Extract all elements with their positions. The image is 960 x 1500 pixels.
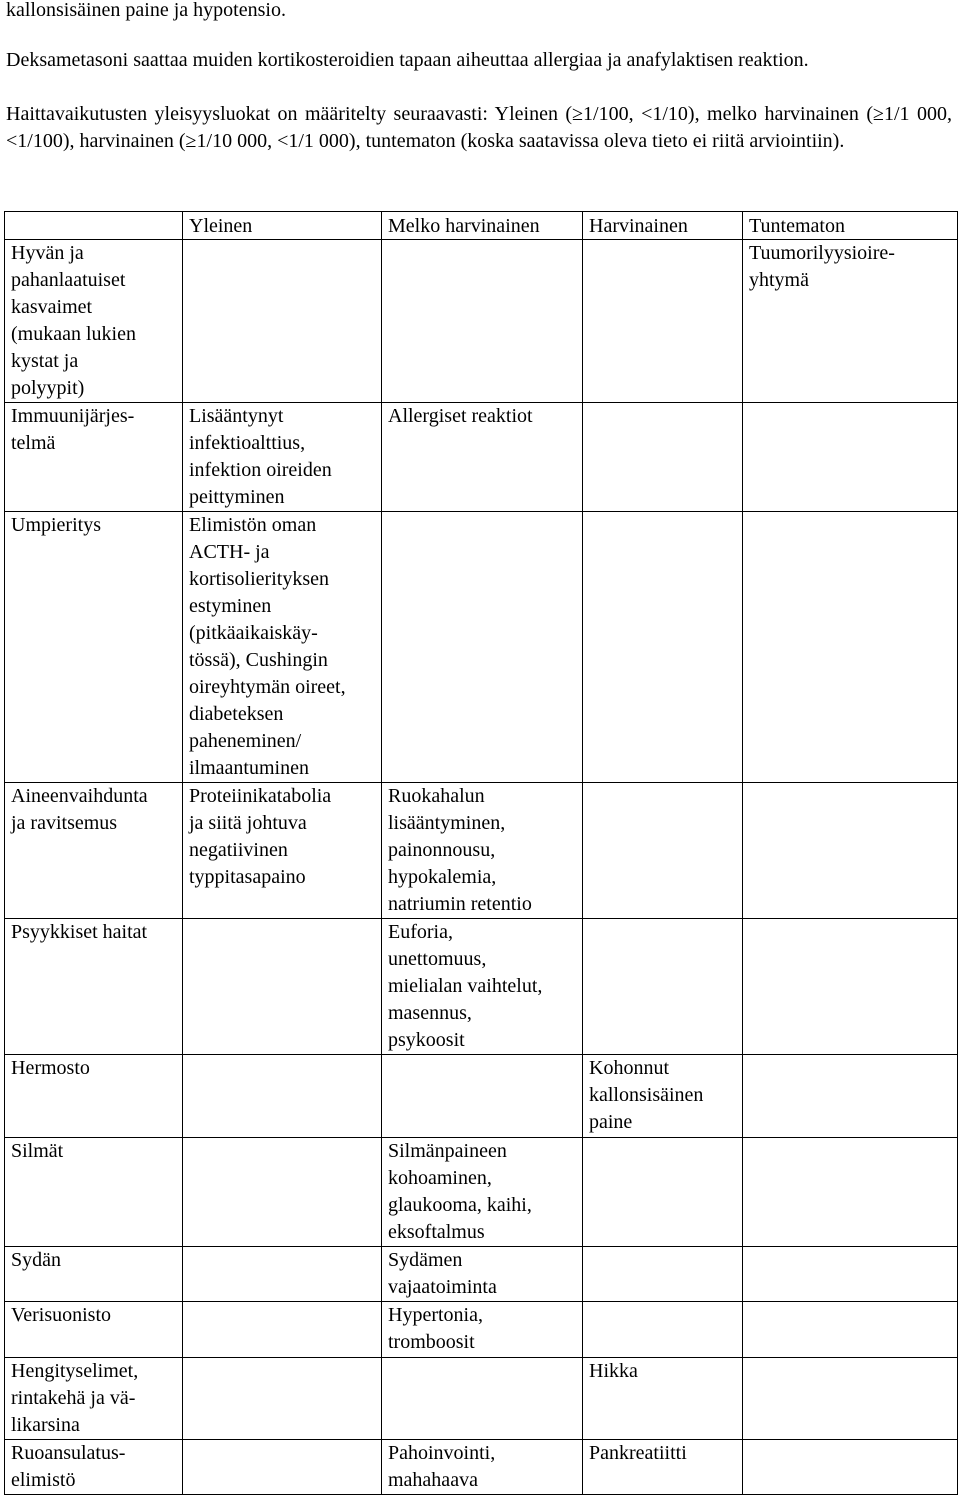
unknown-cell [743, 783, 958, 919]
table-row [5, 1302, 958, 1358]
intro-paragraph: kallonsisäinen paine ja hypotensio. [6, 0, 286, 21]
rare-cell [583, 919, 743, 1055]
unknown-cell [743, 1138, 958, 1247]
frequency-definition-paragraph: Haittavaikutusten yleisyysluokat on määritelty seuraavasti: Yleinen (≥1/100, <1/10), melko harvinainen (≥1/1 000, <1/100), harvinainen (≥1/10 000, <1/1 000), tuntematon (koska saatavissa oleva tieto ei riitä arviointiin). [6, 103, 952, 152]
header-rare: Harvinainen [583, 212, 743, 240]
allergy-paragraph: Deksametasoni saattaa muiden kortikosteroidien tapaan aiheuttaa allergiaa ja anafylaktisen reaktion. [6, 49, 809, 71]
organ-class-cell: Hermosto [5, 1055, 183, 1138]
uncommon-cell: Euforia, unettomuus, mielialan vaihtelut, masennus, psykoosit [382, 919, 583, 1055]
table-body [5, 240, 958, 1495]
uncommon-cell: Pahoinvointi, mahahaava [382, 1440, 583, 1495]
common-cell [183, 1302, 382, 1358]
table-row [5, 1055, 958, 1138]
rare-cell [583, 240, 743, 403]
common-cell: Lisääntynyt infektioalttius, infektion oireiden peittyminen [183, 403, 382, 512]
unknown-cell [743, 1302, 958, 1358]
header-common: Yleinen [183, 212, 382, 240]
unknown-cell [743, 512, 958, 783]
unknown-cell [743, 1247, 958, 1302]
rare-cell: Kohonnut kallonsisäinen paine [583, 1055, 743, 1138]
unknown-cell [743, 1358, 958, 1440]
table-row [5, 403, 958, 512]
unknown-cell: Tuumorilyysioire- yhtymä [743, 240, 958, 403]
organ-class-cell: Hyvän ja pahanlaatuiset kasvaimet (mukaan lukien kystat ja polyypit) [5, 240, 183, 403]
uncommon-cell: Hypertonia, tromboosit [382, 1302, 583, 1358]
organ-class-cell: Immuunijärjes- telmä [5, 403, 183, 512]
table-row [5, 240, 958, 403]
table-row [5, 919, 958, 1055]
uncommon-cell: Sydämen vajaatoiminta [382, 1247, 583, 1302]
organ-class-cell: Aineenvaihdunta ja ravitsemus [5, 783, 183, 919]
header-uncommon: Melko harvinainen [382, 212, 583, 240]
common-cell [183, 919, 382, 1055]
table-row [5, 1358, 958, 1440]
rare-cell [583, 1302, 743, 1358]
adverse-effects-table [4, 211, 958, 1495]
organ-class-cell: Psyykkiset haitat [5, 919, 183, 1055]
header-unknown: Tuntematon [743, 212, 958, 240]
rare-cell [583, 1138, 743, 1247]
common-cell [183, 1138, 382, 1247]
table-row [5, 512, 958, 783]
table-row [5, 1247, 958, 1302]
table-header [5, 212, 958, 240]
organ-class-cell: Hengityselimet, rintakehä ja vä- likarsina [5, 1358, 183, 1440]
common-cell [183, 1440, 382, 1495]
header-organ-class [5, 212, 183, 240]
rare-cell [583, 783, 743, 919]
uncommon-cell [382, 1358, 583, 1440]
uncommon-cell: Ruokahalun lisääntyminen, painonnousu, hypokalemia, natriumin retentio [382, 783, 583, 919]
common-cell [183, 1247, 382, 1302]
unknown-cell [743, 403, 958, 512]
organ-class-cell: Umpieritys [5, 512, 183, 783]
common-cell [183, 1055, 382, 1138]
unknown-cell [743, 1055, 958, 1138]
table-row [5, 1138, 958, 1247]
common-cell [183, 1358, 382, 1440]
uncommon-cell [382, 1055, 583, 1138]
organ-class-cell: Ruoansulatus- elimistö [5, 1440, 183, 1495]
unknown-cell [743, 1440, 958, 1495]
rare-cell [583, 403, 743, 512]
rare-cell: Hikka [583, 1358, 743, 1440]
organ-class-cell: Silmät [5, 1138, 183, 1247]
common-cell: Proteiinikatabolia ja siitä johtuva negatiivinen typpitasapaino [183, 783, 382, 919]
organ-class-cell: Sydän [5, 1247, 183, 1302]
table-row [5, 783, 958, 919]
uncommon-cell [382, 240, 583, 403]
uncommon-cell [382, 512, 583, 783]
unknown-cell [743, 919, 958, 1055]
rare-cell [583, 1247, 743, 1302]
organ-class-cell: Verisuonisto [5, 1302, 183, 1358]
table-row [5, 1440, 958, 1495]
uncommon-cell: Allergiset reaktiot [382, 403, 583, 512]
rare-cell [583, 512, 743, 783]
rare-cell: Pankreatiitti [583, 1440, 743, 1495]
common-cell [183, 240, 382, 403]
table-header-row [5, 212, 958, 240]
common-cell: Elimistön oman ACTH- ja kortisolierityksen estyminen (pitkäaikaiskäy- tössä), Cushingin oireyhtymän oireet, diabeteksen paheneminen/ ilmaantuminen [183, 512, 382, 783]
uncommon-cell: Silmänpaineen kohoaminen, glaukooma, kaihi, eksoftalmus [382, 1138, 583, 1247]
